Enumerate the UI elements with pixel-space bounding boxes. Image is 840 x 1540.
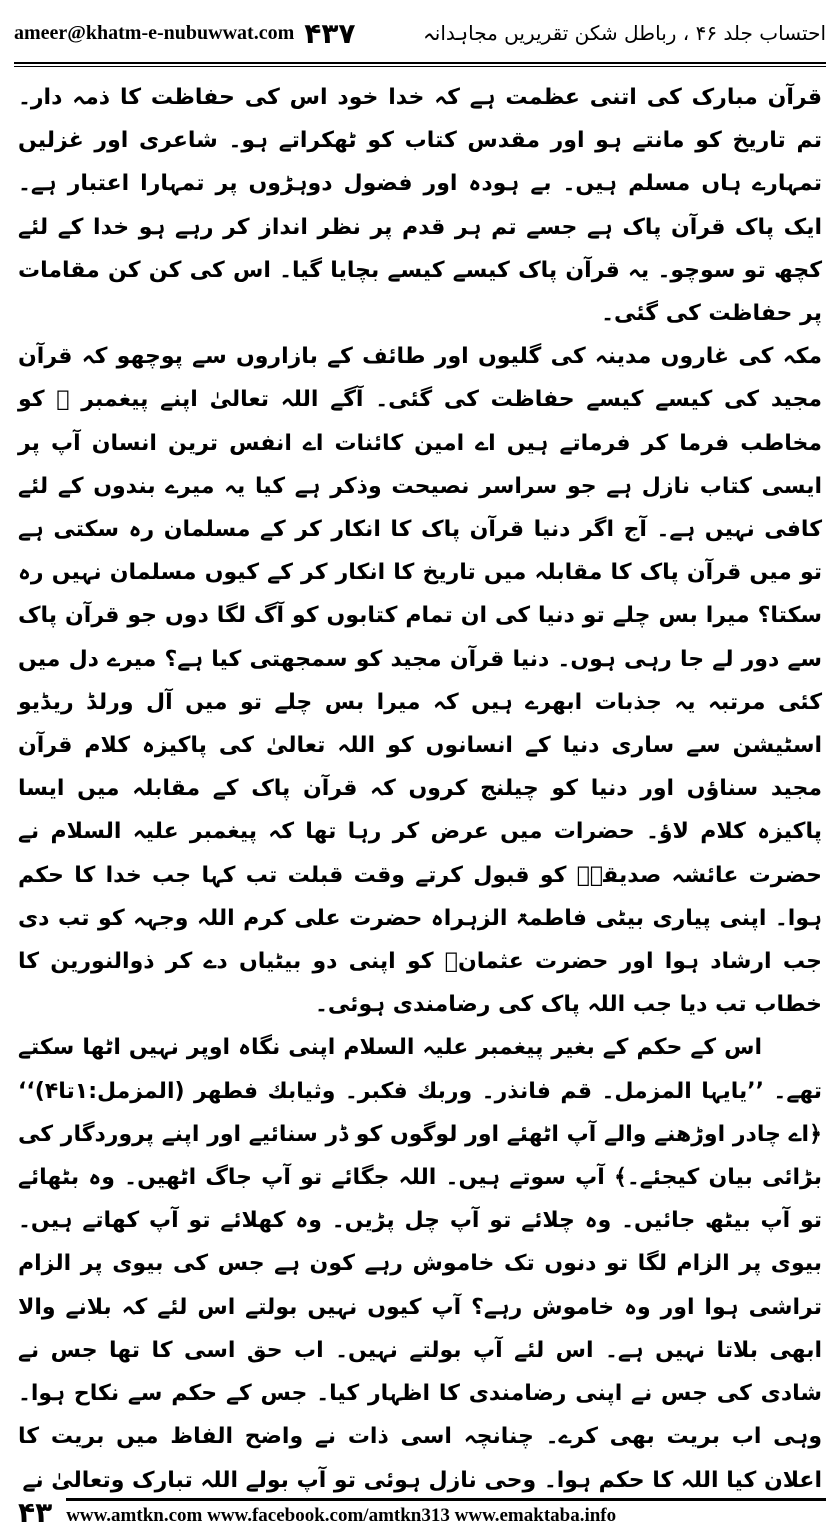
page-header xyxy=(14,10,826,56)
header-rule xyxy=(14,62,826,67)
footer-rule-box xyxy=(66,1494,826,1530)
header-page-number: ۴۳۷ xyxy=(304,16,356,50)
footer-links: www.amtkn.com www.facebook.com/amtkn313 www.emaktaba.info xyxy=(66,1504,617,1526)
page-body xyxy=(18,76,822,1502)
footer-page-number: ۴۳ xyxy=(18,1495,53,1529)
header-email: ameer@khatm-e-nubuwwat.com xyxy=(14,21,295,44)
paragraph-1: قرآن مبارک کی اتنی عظمت ہے کہ خدا خود اس کی حفاظت کا ذمہ دار۔ تم تاریخ کو مانتے ہو اور مقدس کتاب کو ٹھکراتے ہو۔ شاعری اور غزلیں تمہارے ہاں مسلم ہیں۔ بے ہودہ اور فضول دوہڑوں پر تمہارا اعتبار ہے۔ ایک پاک قرآن پاک ہے جسے تم ہر قدم پر نظر انداز کر رہے ہو خدا کے لئے کچھ تو سوچو۔ یہ قرآن پاک کیسے کیسے بچایا گیا۔ اس کی کن کن مقامات پر حفاظت کی گئی۔ xyxy=(18,85,822,327)
page-footer xyxy=(14,1494,826,1530)
paragraph-2: مکہ کی غاروں مدینہ کی گلیوں اور طائف کے بازاروں سے پوچھو کہ قرآن مجید کی کیسے کیسے حفاظت کی گئی۔ آگے اللہ تعالیٰ اپنے پیغمبر ﷺ کو مخاطب فرما کر فرماتے ہیں اے امین کائنات اے انفس ترین انسان آپ پر ایسی کتاب نازل ہے جو سراسر نصیحت وذکر ہے کیا یہ میرے بندوں کے لئے کافی نہیں ہے۔ آج اگر دنیا قرآن پاک کا انکار کر کے مسلمان رہ سکتی ہے تو میں قرآن پاک کا مقابلہ میں تاریخ کا انکار کر کے کیوں مسلمان نہیں رہ سکتا؟ میرا بس چلے تو دنیا کی ان تمام کتابوں کو آگ لگا دوں جو قرآن پاک سے دور لے جا رہی ہوں۔ دنیا قرآن مجید کو سمجھتی کیا ہے؟ میرے دل میں کئی مرتبہ یہ جذبات ابھرے ہیں کہ میرا بس چلے تو میں آل ورلڈ ریڈیو اسٹیشن سے ساری دنیا کے انسانوں کو اللہ تعالیٰ کی پاکیزہ کلام قرآن مجید سناؤں اور دنیا کو چیلنج کروں کہ قرآن پاک کے مقابلہ میں ایسا پاکیزہ کلام لاؤ۔ حضرات میں عرض کر رہا تھا کہ پیغمبر علیہ السلام نے حضرت عائشہ صدیقہؓ کو قبول کرتے وقت قبلت تب کہا جب خدا کا حکم ہوا۔ اپنی پیاری بیٹی فاطمۃ الزہراہ حضرت علی کرم اللہ وجہہ کو تب دی جب ارشاد ہوا اور حضرت عثمانؓ کو اپنی دو بیٹیاں دے کر ذوالنورین کا خطاب تب دیا جب اللہ پاک کی رضامندی ہوئی۔ xyxy=(18,344,822,1018)
footer-rule xyxy=(66,1498,826,1501)
header-running-title: احتساب جلد ۴۶ ، رباطل شکن تقریریں مجاہدانہ xyxy=(423,21,826,45)
paragraph-3: اس کے حکم کے بغیر پیغمبر علیہ السلام اپنی نگاہ اوپر نہیں اٹھا سکتے تھے۔ ’’یایہا المزمل۔ قم فانذر۔ وربك فکبر۔ وثیابك فطهر (المزمل:۱تا۴)‘‘ ﴿اے چادر اوڑھنے والے آپ اٹھئے اور لوگوں کو ڈر سنائیے اور اپنے پروردگار کی بڑائی بیان کیجئے۔﴾ آپ سوتے ہیں۔ اللہ جگائے تو آپ جاگ اٹھیں۔ وہ بٹھائے تو آپ بیٹھ جائیں۔ وہ چلائے تو آپ چل پڑیں۔ وہ کھلائے تو آپ کھاتے ہیں۔ بیوی پر الزام لگا تو دنوں تک خاموش رہے کون ہے جس کی بیوی پر الزام تراشی ہوا اور وہ خاموش رہے؟ آپ کیوں نہیں بولتے اس لئے کہ بلانے والا ابھی بلاتا نہیں ہے۔ اس لئے آپ بولتے نہیں۔ اب حق اسی کا تھا جس نے شادی کی جس نے اپنی رضامندی کا اظہار کیا۔ جس کے حکم سے نکاح ہوا۔ وہی اب بریت بھی کرے۔ چنانچہ اسی ذات نے واضح الفاظ میں بریت کا اعلان کیا اللہ کا حکم ہوا۔ وحی نازل ہوئی تو آپ بولے اللہ تبارک وتعالیٰ نے xyxy=(18,1035,822,1493)
